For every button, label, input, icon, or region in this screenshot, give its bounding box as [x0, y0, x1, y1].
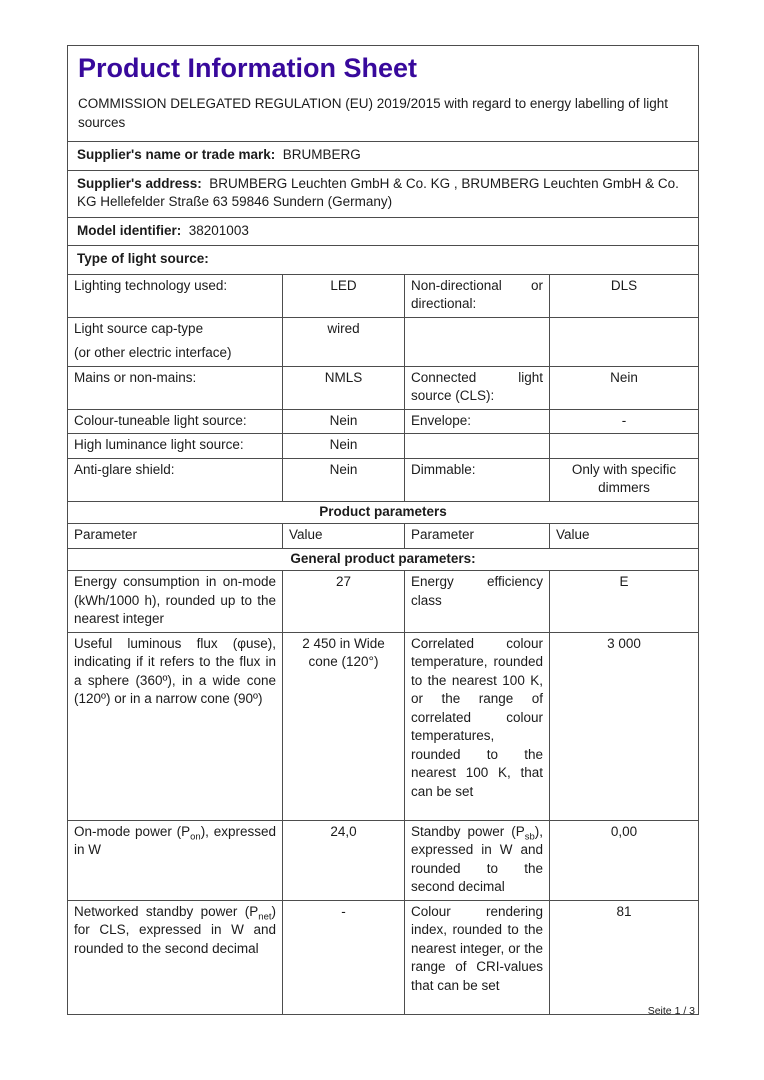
- param-line-2: (or other electric interface): [74, 345, 232, 360]
- table-row: [68, 820, 698, 900]
- param-cell: Energy efficiency class: [404, 571, 549, 632]
- model-identifier-label: Model identifier:: [77, 222, 182, 238]
- model-identifier-value: 38201003: [188, 222, 249, 238]
- param-cell: [404, 821, 549, 900]
- value-cell: 24,0: [282, 821, 404, 900]
- value-cell: 3 000: [549, 633, 698, 820]
- param-cell: Useful luminous flux (φuse), indicating if it refers to the flux in a sphere (360º), in a wide cone (120º) or in a narrow cone (90º): [74, 635, 276, 706]
- subscript: on: [190, 831, 201, 843]
- regulation-subtitle: COMMISSION DELEGATED REGULATION (EU) 2019/2015 with regard to energy labelling of light sources: [78, 96, 668, 130]
- supplier-address-value: BRUMBERG Leuchten GmbH & Co. KG , BRUMBERG Leuchten GmbH & Co. KG Hellefelder Straße 63 59846 Sundern (Germany): [77, 175, 679, 209]
- value-cell: Nein: [282, 434, 404, 458]
- value-cell: 81: [549, 901, 698, 1014]
- param-text: ), expressed in W and rounded to the second decimal: [411, 823, 543, 894]
- supplier-address-label: Supplier's address:: [77, 175, 202, 191]
- page-title: Product Information Sheet: [78, 53, 418, 83]
- param-cell: Non-directional or directional:: [404, 275, 549, 317]
- param-text: ) for CLS, expressed in W and rounded to the second decimal: [74, 903, 276, 956]
- table-row: [68, 317, 698, 366]
- value-cell: 2 450 in Wide cone (120°): [282, 633, 404, 820]
- column-header: Parameter: [404, 524, 549, 548]
- value-cell: NMLS: [282, 367, 404, 409]
- model-identifier-row: [68, 217, 698, 246]
- param-cell: Envelope:: [404, 410, 549, 434]
- table-row: [68, 433, 698, 458]
- param-cell: [404, 318, 549, 366]
- table-row: [68, 632, 698, 820]
- param-cell: [404, 434, 549, 458]
- table-row: [68, 458, 698, 501]
- column-header: Parameter: [74, 527, 138, 542]
- table-row: [68, 274, 698, 317]
- value-cell: 0,00: [549, 821, 698, 900]
- value-cell: LED: [282, 275, 404, 317]
- param-cell: Colour-tuneable light source:: [74, 412, 247, 428]
- param-cell: Energy consumption in on-mode (kWh/1000 h), rounded up to the nearest integer: [74, 574, 276, 626]
- subscript: sb: [524, 831, 535, 843]
- param-cell: [68, 318, 282, 366]
- page-number: Seite 1 / 3: [647, 1005, 695, 1017]
- param-text: On-mode power (P: [74, 823, 191, 839]
- type-of-light-source-row: [68, 245, 698, 274]
- param-text: Standby power (P: [411, 823, 525, 839]
- param-cell: Dimmable:: [404, 459, 549, 501]
- param-text: Networked standby power (P: [74, 903, 259, 919]
- supplier-name-value: BRUMBERG: [282, 147, 361, 162]
- title-block: [68, 46, 698, 141]
- table-row: [68, 409, 698, 434]
- section-header-general-product-parameters: General product parameters:: [68, 548, 698, 571]
- type-of-light-source-label: Type of light source:: [77, 251, 209, 266]
- param-cell: [68, 901, 282, 1014]
- value-cell: E: [549, 571, 698, 632]
- value-cell: -: [549, 410, 698, 434]
- param-cell: Lighting technology used:: [74, 277, 228, 293]
- value-cell: [549, 318, 698, 366]
- column-header: Value: [282, 524, 404, 548]
- value-cell: Nein: [282, 410, 404, 434]
- supplier-name-label: Supplier's name or trade mark:: [77, 147, 276, 162]
- table-header-row: [68, 523, 698, 548]
- param-cell: High luminance light source:: [74, 437, 244, 452]
- param-cell: Colour rendering index, rounded to the nearest integer, or the range of CRI-values that can be set: [404, 901, 549, 1014]
- param-text: ), expressed in W: [74, 823, 276, 857]
- value-cell: DLS: [549, 275, 698, 317]
- table-row: [68, 366, 698, 409]
- value-cell: Only with specific dimmers: [549, 459, 698, 501]
- param-cell: Mains or non-mains:: [74, 369, 197, 385]
- value-cell: -: [282, 901, 404, 1014]
- column-header: Value: [549, 524, 698, 548]
- table-row: [68, 900, 698, 1014]
- param-cell: Connected light source (CLS):: [404, 367, 549, 409]
- param-cell: Correlated colour temperature, rounded to the nearest 100 K, or the range of correlated colour temperatures, rounded to the nearest 100 K, that can be set: [404, 633, 549, 820]
- value-cell: Nein: [282, 459, 404, 501]
- value-cell: wired: [282, 318, 404, 366]
- value-cell: Nein: [549, 367, 698, 409]
- section-header-product-parameters: Product parameters: [68, 501, 698, 524]
- value-cell: [549, 434, 698, 458]
- product-information-sheet: [67, 45, 699, 1015]
- supplier-address-row: [68, 170, 698, 217]
- param-line-1: Light source cap-type: [74, 320, 204, 336]
- param-cell: [68, 821, 282, 900]
- supplier-name-row: [68, 141, 698, 170]
- value-cell: 27: [282, 571, 404, 632]
- subscript: net: [258, 911, 272, 923]
- table-row: [68, 570, 698, 632]
- param-cell: Anti-glare shield:: [74, 461, 175, 477]
